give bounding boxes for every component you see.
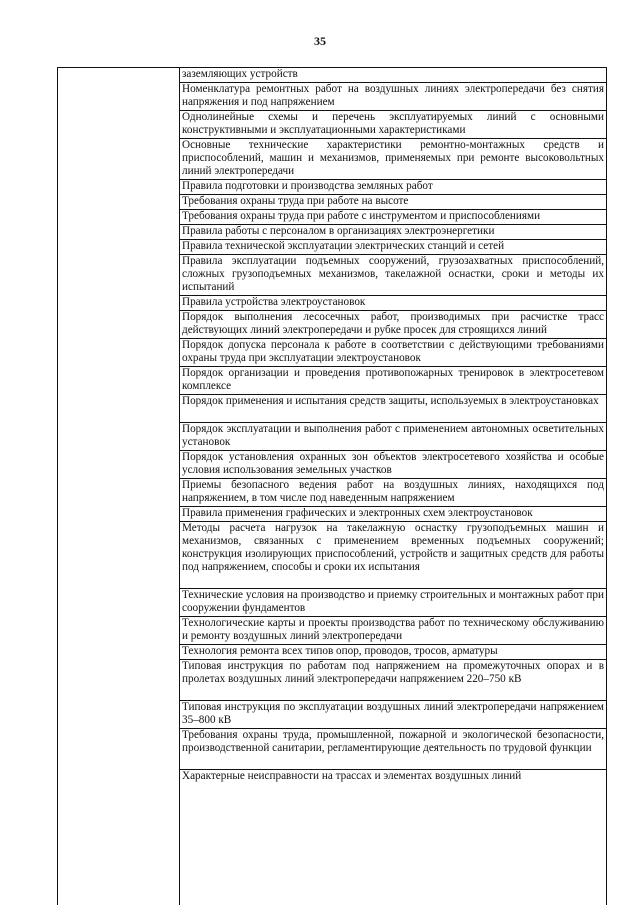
table-row: Правила подготовки и производства земляных работ (180, 180, 606, 195)
table-row: Требования охраны труда при работе с инструментом и приспособлениями (180, 210, 606, 225)
table-row: Типовая инструкция по эксплуатации воздушных линий электропередачи напряжением 35–800 кВ (180, 701, 606, 729)
table-row: Номенклатура ремонтных работ на воздушных линиях электропередачи без снятия напряжения и под напряжением (180, 83, 606, 111)
table-row: Правила устройства электроустановок (180, 296, 606, 311)
table-row: Порядок выполнения лесосечных работ, производимых при расчистке трасс действующих линий электропередачи и рубке просек для строящихся линий (180, 311, 606, 339)
table-row: Приемы безопасного ведения работ на воздушных линиях, находящихся под напряжением, в том числе под наведенным напряжением (180, 479, 606, 507)
table-row: Требования охраны труда, промышленной, пожарной и экологической безопасности, производственной санитарии, регламентирующие деятельность по трудовой функции (180, 729, 606, 770)
table-row: Технические условия на производство и приемку строительных и монтажных работ при сооружении фундаментов (180, 589, 606, 617)
table-row: Методы расчета нагрузок на такелажную оснастку грузоподъемных машин и механизмов, связанных с применением временных подъемных сооружений; конструкция изолирующих приспособлений, устройств и защитных средств для работы под напряжением, способы и сроки их испытания (180, 522, 606, 589)
table-row: Технология ремонта всех типов опор, проводов, тросов, арматуры (180, 645, 606, 660)
table-row: Технологические карты и проекты производства работ по техническому обслуживанию и ремонту воздушных линий электропередачи (180, 617, 606, 645)
table-row: Порядок допуска персонала к работе в соответствии с действующими требованиями охраны труда при эксплуатации электроустановок (180, 339, 606, 367)
knowledge-table (57, 67, 607, 905)
left-column-cell (58, 68, 180, 905)
table-row: Правила технической эксплуатации электрических станций и сетей (180, 240, 606, 255)
table-row: Типовая инструкция по работам под напряжением на промежуточных опорах и в пролетах воздушных линий электропередачи напряжением 220–750 кВ (180, 660, 606, 701)
table-row: Характерные неисправности на трассах и элементах воздушных линий (182, 770, 522, 782)
table-row: Порядок установления охранных зон объектов электросетевого хозяйства и особые условия использования земельных участков (180, 451, 606, 479)
table-row: Порядок эксплуатации и выполнения работ с применением автономных осветительных установок (180, 423, 606, 451)
table-row: Требования охраны труда при работе на высоте (180, 195, 606, 210)
required-knowledge-list (180, 68, 606, 784)
table-row: Правила применения графических и электронных схем электроустановок (180, 507, 606, 522)
table-row: заземляющих устройств (180, 68, 606, 83)
table-row: Основные технические характеристики ремонтно-монтажных средств и приспособлений, машин и механизмов, применяемых при ремонте высоковольтных линий электропередачи (180, 139, 606, 180)
table-row: Правила эксплуатации подъемных сооружений, грузозахватных приспособлений, сложных грузоподъемных механизмов, такелажной оснастки, сроки и методы их испытаний (180, 255, 606, 296)
page-number: 35 (314, 34, 326, 48)
table-row: Порядок применения и испытания средств защиты, используемых в электроустановках (180, 395, 606, 423)
table-row: Порядок организации и проведения противопожарных тренировок в электросетевом комплексе (180, 367, 606, 395)
table-row: Однолинейные схемы и перечень эксплуатируемых линий с основными конструктивными и эксплуатационными характеристиками (180, 111, 606, 139)
table-row: Правила работы с персоналом в организациях электроэнергетики (180, 225, 606, 240)
